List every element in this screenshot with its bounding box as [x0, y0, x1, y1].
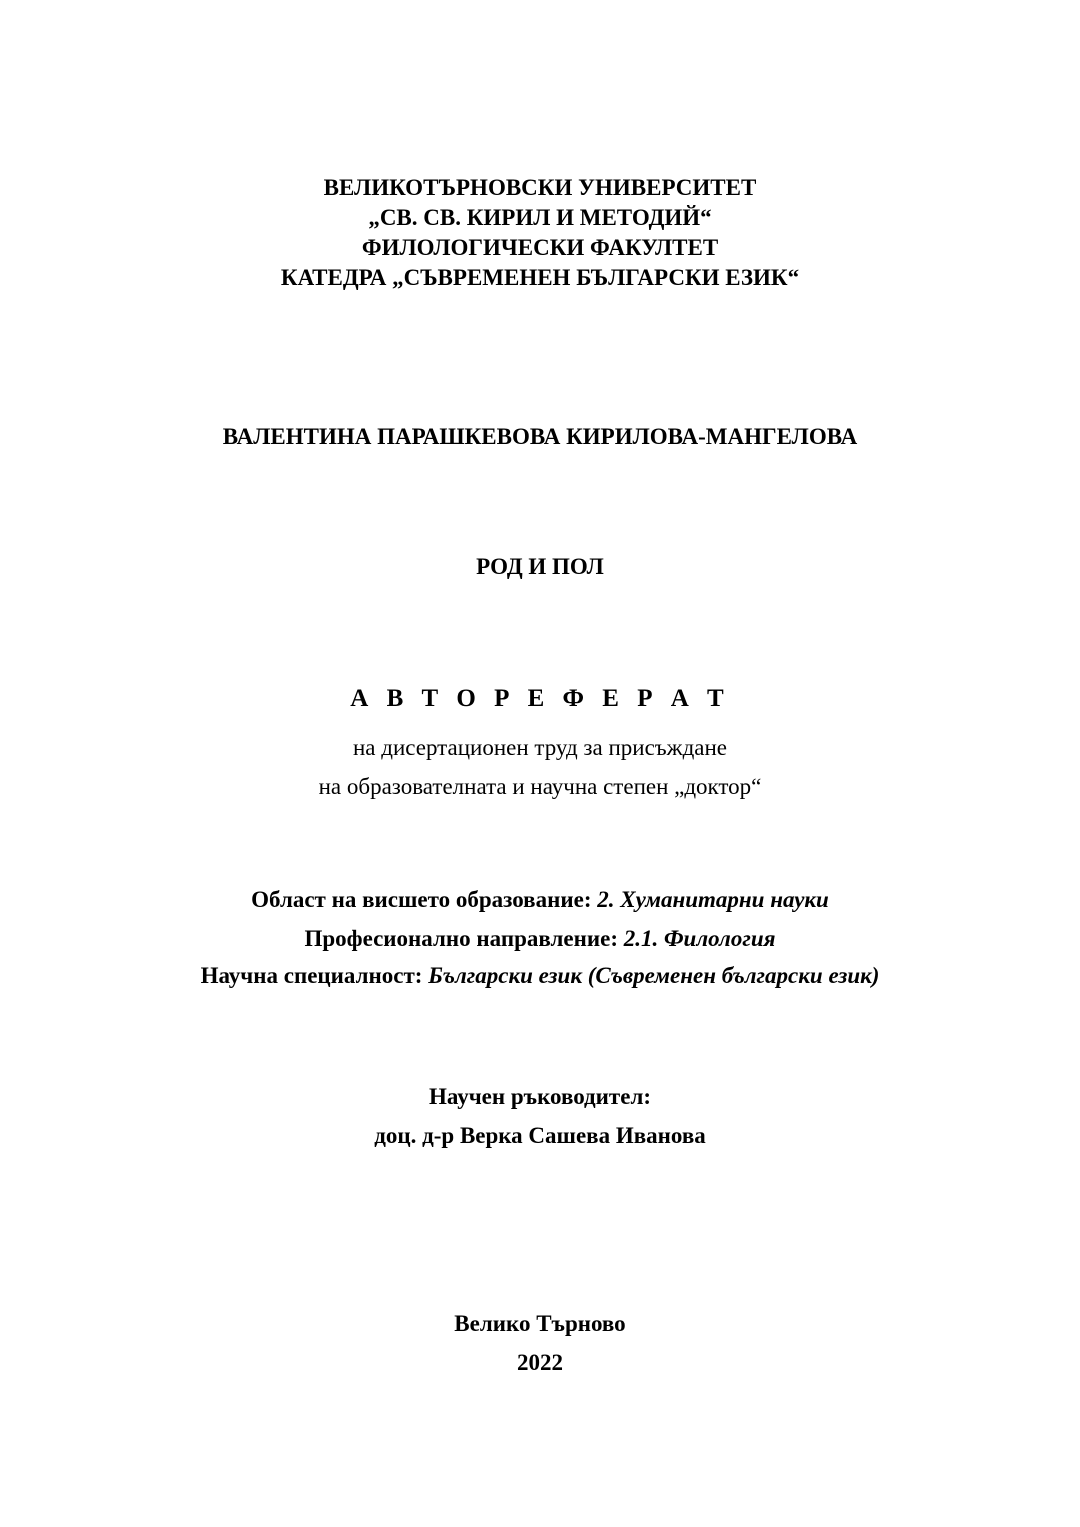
field-label: Научна специалност: — [200, 963, 423, 988]
supervisor-name: доц. д-р Верка Сашева Иванова — [374, 1123, 706, 1148]
field-value: 2.1. Филология — [623, 926, 776, 951]
publication-year: 2022 — [517, 1350, 563, 1375]
supervisor-label: Научен ръководител: — [428, 1084, 652, 1109]
dissertation-title: РОД И ПОЛ — [476, 554, 604, 579]
university-name-line-1: ВЕЛИКОТЪРНОВСКИ УНИВЕРСИТЕТ — [323, 175, 757, 200]
field-row-direction — [0, 924, 1080, 954]
field-label: Професионално направление: — [304, 926, 618, 951]
field-value: 2. Хуманитарни науки — [597, 887, 829, 912]
field-value: Български език (Съвременен български език) — [428, 963, 880, 988]
document-type-heading — [0, 684, 1080, 714]
document-subtitle-line-2: на образователната и научна степен „доктор“ — [318, 774, 762, 799]
field-row-area — [0, 885, 1080, 915]
city-name: Велико Търново — [454, 1311, 626, 1336]
field-row-specialty — [0, 961, 1080, 991]
faculty-name: ФИЛОЛОГИЧЕСКИ ФАКУЛТЕТ — [361, 235, 719, 260]
field-label: Област на висшето образование: — [251, 887, 592, 912]
author-name: ВАЛЕНТИНА ПАРАШКЕВОВА КИРИЛОВА-МАНГЕЛОВА — [222, 424, 858, 449]
document-subtitle-line-1: на дисертационен труд за присъждане — [352, 735, 728, 760]
document-type-label: А В Т О Р Е Ф Е Р А Т — [350, 685, 730, 712]
department-name: КАТЕДРА „СЪВРЕМЕНЕН БЪЛГАРСКИ ЕЗИК“ — [280, 265, 800, 290]
university-name-line-2: „СВ. СВ. КИРИЛ И МЕТОДИЙ“ — [368, 205, 712, 230]
